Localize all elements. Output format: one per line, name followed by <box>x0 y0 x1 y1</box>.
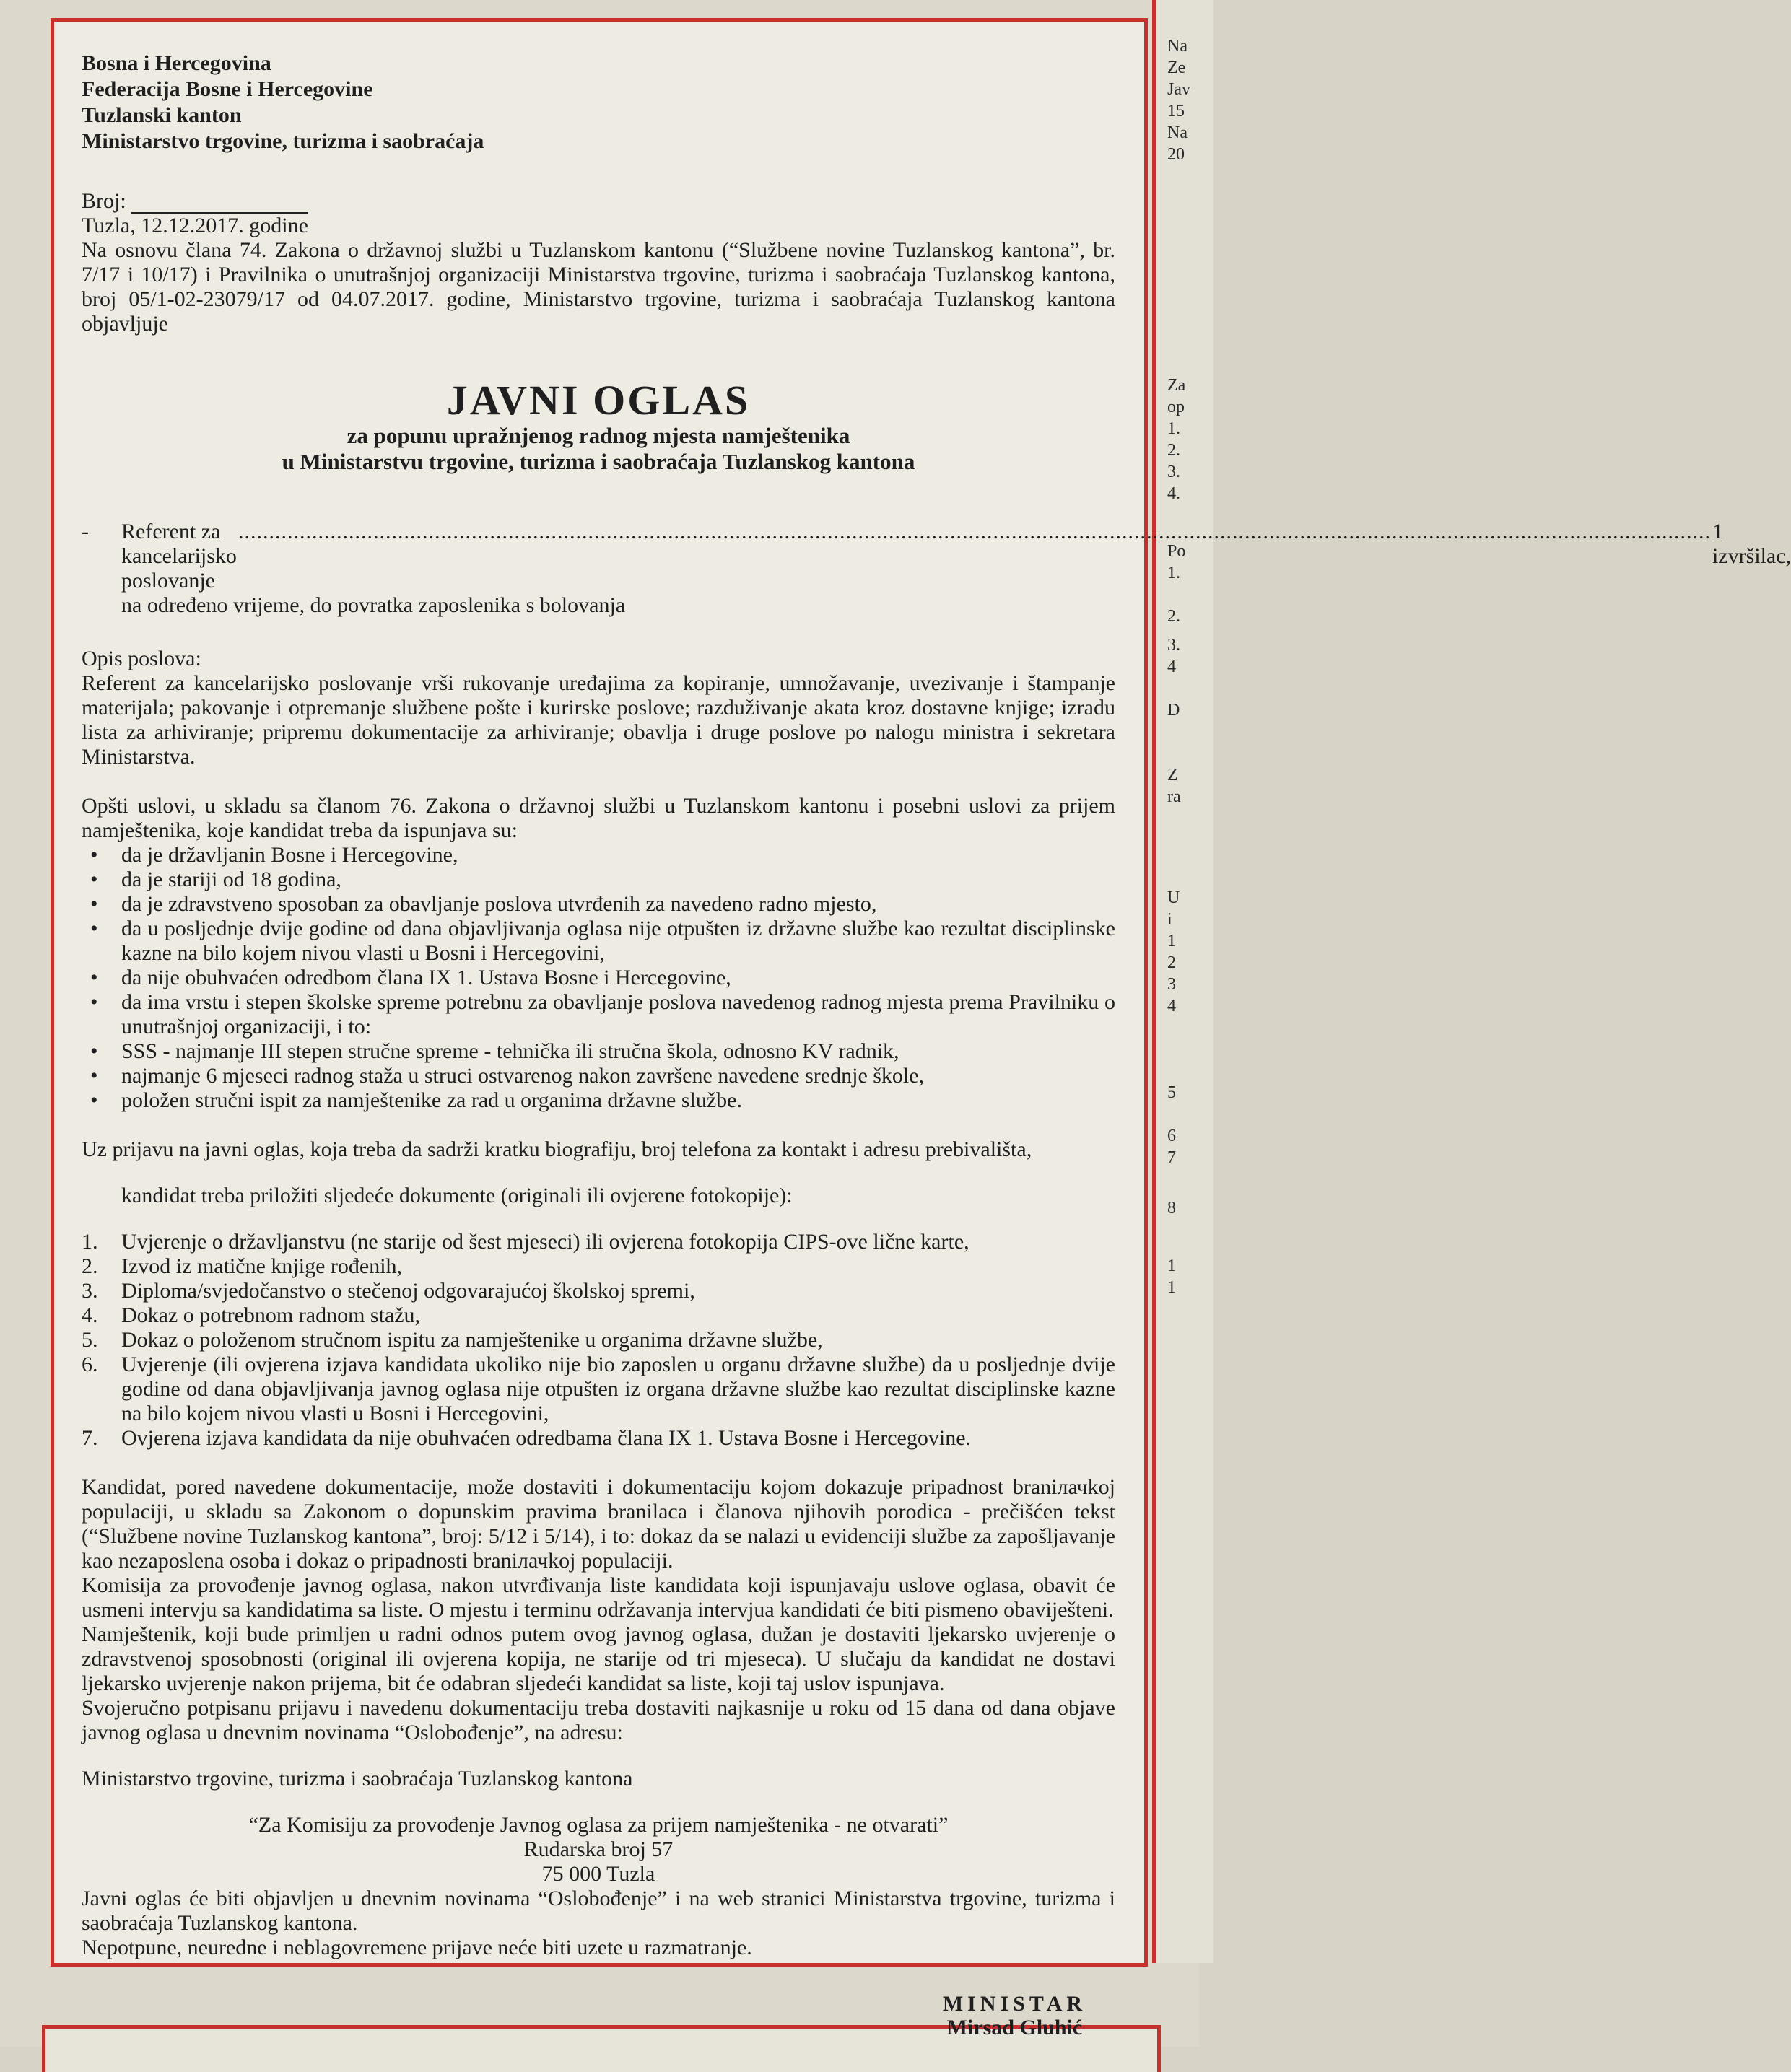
notice-title: JAVNI OGLAS <box>446 377 751 424</box>
dot-leader <box>238 520 1711 544</box>
position-terms: na određeno vrijeme, do povratka zaposlenika s bolovanja <box>121 593 626 617</box>
fragment-text: Ze <box>1167 58 1186 77</box>
list-item: • da je stariji od 18 godina, <box>82 867 1115 892</box>
fragment-text: D <box>1167 701 1180 720</box>
duties-section <box>82 647 1115 769</box>
reference-block <box>82 189 1115 336</box>
fragment-text: 1 <box>1167 1278 1176 1297</box>
signature-name: Mirsad Gluhić <box>946 2016 1083 2040</box>
documents-intro: Uz prijavu na javni oglas, koja treba da sadrži kratku biografiju, broj telefona za kontakt i adresu prebivališta, <box>82 1137 1032 1161</box>
fragment-text: 1. <box>1167 564 1180 582</box>
place-date: Tuzla, 12.12.2017. godine <box>82 214 308 237</box>
notice-subtitle-1: za popunu upražnjenog radnog mjesta namještenika <box>347 423 850 448</box>
fragment-text: 3. <box>1167 636 1180 655</box>
position-dash: - <box>82 520 89 543</box>
list-item: • da je zdravstveno sposoban za obavljanje poslova utvrđenih za navedeno radno mjesto, <box>82 892 1115 917</box>
item-text: Uvjerenje o državljanstvu (ne starije od šest mjeseci) ili ovjerena fotokopija CIPS-ove lične karte, <box>121 1230 969 1254</box>
number-label: Broj: <box>82 189 126 213</box>
header-line-country: Bosna i Hercegovina <box>82 51 271 75</box>
fragment-text: 4 <box>1167 657 1176 676</box>
list-item: • da je državljanin Bosne i Hercegovine, <box>82 843 1115 867</box>
list-item <box>82 1230 1115 1254</box>
closing-section <box>82 1475 1115 1960</box>
list-item: • da u posljednje dvije godine od dana objavljivanja oglasa nije otpušten iz državne službe kao rezultat disciplinske kazne na bilo kojem nivou vlasti u Bosni i Hercegovini, <box>82 917 1115 966</box>
conditions-list <box>82 843 1115 1113</box>
fragment-text: Za <box>1167 376 1186 395</box>
notice-heading <box>82 378 1115 475</box>
fragment-text: Na <box>1167 37 1188 56</box>
fragment-text: Jav <box>1167 80 1190 99</box>
list-item: • da nije obuhvaćen odredbom člana IX 1. Ustava Bosne i Hercegovine, <box>82 966 1115 990</box>
item-number: 7. <box>82 1426 98 1450</box>
fragment-text: 6 <box>1167 1127 1176 1145</box>
fragment-text: 1. <box>1167 419 1180 438</box>
number-blank-line <box>131 192 308 214</box>
list-item: • položen stručni ispit za namještenike za rad u organima državne službe. <box>82 1088 1115 1113</box>
item-number: 3. <box>82 1279 98 1303</box>
notice-subtitle-2: u Ministarstvu trgovine, turizma i saobraćaja Tuzlanskog kantona <box>282 449 915 474</box>
fragment-text: Na <box>1167 123 1188 142</box>
fragment-text: 5 <box>1167 1083 1176 1102</box>
medical-paragraph: Namještenik, koji bude primljen u radni odnos putem ovog javnog oglasa, dužan je dostaviti ljekarsko uvjerenje o zdravstvenoj sposobnosti (original ili ovjerena kopija, ne starije od tri mjeseca). U slučaju da kandidat ne dostavi ljekarsko uvjerenje nakon prijema, bit će odabran sljedeći kandidat sa liste, koji taj uslov ispunjava. <box>82 1622 1115 1695</box>
duties-label: Opis poslova: <box>82 647 201 670</box>
vacancy-position <box>82 520 1791 618</box>
item-text: Ovjerena izjava kandidata da nije obuhvaćen odredbama člana IX 1. Ustava Bosne i Hercegovine. <box>121 1426 972 1450</box>
fragment-text: op <box>1167 398 1185 416</box>
item-text: Diploma/svjedočanstvo o stečenoj odgovarajućoj školskoj spremi, <box>121 1279 695 1303</box>
signature-role: MINISTAR <box>942 1992 1086 2016</box>
list-item: • SSS - najmanje III stepen stručne spreme - tehnička ili stručna škola, odnosno KV radnik, <box>82 1039 1115 1064</box>
fragment-text: Po <box>1167 542 1186 561</box>
list-item <box>82 1303 1115 1328</box>
address-line-1: Ministarstvo trgovine, turizma i saobraćaja Tuzlanskog kantona <box>82 1767 633 1791</box>
header-line-canton: Tuzlanski kanton <box>82 103 242 127</box>
commission-paragraph: Komisija za provođenje javnog oglasa, nakon utvrđivanja liste kandidata koji ispunjavaju uslove oglasa, obavit će usmeni intervju sa kandidatima sa liste. O mjestu i terminu održavanja intervjua kandidati će biti pismeno obaviješteni. <box>82 1573 1115 1622</box>
list-item <box>82 1254 1115 1279</box>
fragment-text: U <box>1167 888 1180 907</box>
item-number: 2. <box>82 1254 98 1278</box>
documents-section <box>82 1137 1115 1451</box>
item-text: Dokaz o potrebnom radnom stažu, <box>121 1303 421 1327</box>
fragment-text: Z <box>1167 766 1178 784</box>
legal-basis-intro: Na osnovu člana 74. Zakona o državnoj službi u Tuzlanskom kantonu (“Službene novine Tuzlanskog kantona”, br. 7/17 i 10/17) i Pravilnika o unutrašnjoj organizaciji Ministarstva trgovine, turizma i saobraćaja Tuzlanskog kantona, broj 05/1-02-23079/17 od 04.07.2017. godine, Ministarstvo trgovine, turizma i saobraćaja Tuzlanskog kantona objavljuje <box>82 238 1115 336</box>
list-item <box>82 1328 1115 1352</box>
list-item <box>82 1426 1115 1451</box>
fragment-text: 7 <box>1167 1148 1176 1167</box>
incomplete-paragraph: Nepotpune, neuredne i neblagovremene prijave neće biti uzete u razmatranje. <box>82 1936 752 1959</box>
list-item: • da ima vrstu i stepen školske spreme potrebnu za obavljanje poslova navedenog radnog mjesta prema Pravilniku o unutrašnjoj organizaciji, i to: <box>82 990 1115 1039</box>
fragment-text: 4 <box>1167 997 1176 1015</box>
fragment-text: 3. <box>1167 463 1180 481</box>
conditions-section <box>82 794 1115 1113</box>
documents-list <box>82 1230 1115 1451</box>
item-number: 5. <box>82 1328 98 1352</box>
fragment-text: 1 <box>1167 932 1176 950</box>
address-line-3: Rudarska broj 57 <box>523 1837 674 1861</box>
adjacent-column-fragment <box>1152 0 1213 1963</box>
item-number: 4. <box>82 1303 98 1327</box>
deadline-paragraph: Svojeručno potpisanu prijavu i navedenu dokumentaciju treba dostaviti najkasnije u roku od 15 dana od dana objave javnog oglasa u dnevnim novinama “Oslobođenje”, na adresu: <box>82 1696 1115 1744</box>
fragment-text: 8 <box>1167 1199 1176 1218</box>
ministry-header <box>82 51 1115 154</box>
fragment-text: 20 <box>1167 145 1185 164</box>
fragment-text: 2. <box>1167 441 1180 460</box>
fragment-text: 15 <box>1167 102 1185 121</box>
fragment-text: 4. <box>1167 484 1180 503</box>
publication-paragraph: Javni oglas će biti objavljen u dnevnim novinama “Oslobođenje” i na web stranici Ministarstva trgovine, turizma i saobraćaja Tuzlanskog kantona. <box>82 1887 1115 1935</box>
public-notice <box>51 18 1791 2040</box>
documents-intro-2: kandidat treba priložiti sljedeće dokumente (originali ili ovjerene fotokopije): <box>121 1184 793 1207</box>
position-count: 1 izvršilac, <box>1712 520 1791 568</box>
fragment-text: 2 <box>1167 953 1176 972</box>
position-name: Referent za kancelarijsko poslovanje <box>121 520 237 593</box>
veterans-paragraph: Kandidat, pored navedene dokumentacije, može dostaviti i dokumentaciju kojom dokazuje pripadnost braniлачkoj populaciji, u skladu sa Zakonom o dopunskim pravima branilaca i članova njihovih porodica - prečišćen tekst (“Službene novine Tuzlanskog kantona”, broj: 5/12 i 5/14), i to: dokaz da se nalazi u evidenciji službe za zapošljavanje kao nezaposlena osoba i dokaz o pripadnosti braniлачkoj populaciji. <box>82 1475 1115 1573</box>
fragment-text: 2. <box>1167 607 1180 626</box>
item-text: Dokaz o položenom stručnom ispitu za namještenike u organima državne službe, <box>121 1328 823 1352</box>
list-item <box>82 1352 1115 1426</box>
list-item <box>82 1279 1115 1303</box>
item-number: 6. <box>82 1352 98 1376</box>
item-text: Uvjerenje (ili ovjerena izjava kandidata ukoliko nije bio zaposlen u organu državne službe) da u posljednje dvije godine od dana objavljivanja javnog oglasa nije otpušten iz organa državne službe kao rezultat disciplinske kazne na bilo kojem nivou vlasti u Bosni i Hercegovini, <box>121 1352 1115 1425</box>
fragment-text: ra <box>1167 787 1181 806</box>
list-item: • najmanje 6 mjeseci radnog staža u struci ostvarenog nakon završene navedene srednje škole, <box>82 1064 1115 1088</box>
item-number: 1. <box>82 1230 98 1254</box>
header-line-federation: Federacija Bosne i Hercegovine <box>82 77 373 101</box>
fragment-text: 3 <box>1167 975 1176 994</box>
fragment-text: 1 <box>1167 1256 1176 1275</box>
address-line-2: “Za Komisiju za provođenje Javnog oglasa za prijem namještenika - ne otvarati” <box>248 1813 949 1837</box>
conditions-intro: Opšti uslovi, u skladu sa članom 76. Zakona o državnoj službi u Tuzlanskom kantonu i posebni uslovi za prijem namještenika, koje kandidat treba da ispunjava su: <box>82 794 1115 842</box>
header-line-ministry: Ministarstvo trgovine, turizma i saobraćaja <box>82 129 484 153</box>
item-text: Izvod iz matične knjige rođenih, <box>121 1254 403 1278</box>
fragment-text: i <box>1167 910 1172 929</box>
duties-text: Referent za kancelarijsko poslovanje vrši rukovanje uređajima za kopiranje, umnožavanje, uvezivanje i štampanje materijala; pakovanje i otpremanje službene pošte i kurirske poslove; razduživanje akata kroz dostavne knjige; izradu lista za arhiviranje; pripremu dokumentacije za arhiviranje; obavlja i druge poslove po nalogu ministra i sekretara Ministarstva. <box>82 671 1115 769</box>
signature-block <box>82 1992 1115 2040</box>
address-line-4: 75 000 Tuzla <box>541 1862 655 1886</box>
